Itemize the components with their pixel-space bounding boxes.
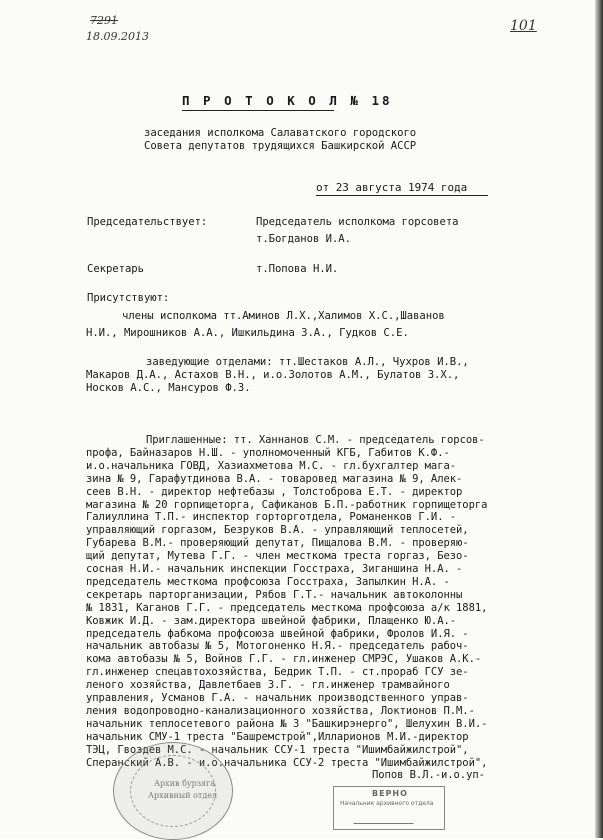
invited-line: гл.инженер спецавтохозяйства, Бедрик Т.П. - ст.прораб ГСУ зе-	[86, 666, 469, 678]
subtitle-line-1: заседания исполкома Салаватского городского	[144, 127, 417, 139]
invited-line: управления, Усманов Г.А. - начальник производственного управ-	[86, 692, 469, 704]
date-underline	[316, 195, 488, 196]
verno-subtitle: Начальник архивного отдела	[340, 800, 434, 807]
invited-line: леного хозяйства, Давлетбаев З.Г. - гл.инженер трамвайного	[86, 679, 450, 691]
verno-stamp	[333, 786, 445, 830]
invited-line: Сперанский А.В. - и.о.начальника ССУ-2 треста "Ишимбайжилстрой",	[86, 757, 488, 769]
chair-value-2: т.Богданов И.А.	[256, 233, 351, 245]
invited-line: управляющий горгазом, Безруков В.А. - управляющий теплосетей,	[86, 524, 469, 536]
present-label: Присутствуют:	[87, 292, 170, 304]
handwritten-date: 18.09.2013	[86, 30, 149, 43]
invited-line: Губарева В.М.- проверяющий депутат, Пищалова В.М. - проверяю-	[86, 537, 469, 549]
heads-line: Носков А.С., Мансуров Ф.З.	[86, 382, 251, 394]
present-line: члены исполкома тт.Аминов Л.Х.,Халимов Х.С.,Шаванов	[122, 310, 445, 322]
round-stamp-text-2: Архивный отдел	[148, 791, 218, 800]
invited-line: Ковжик И.Д. - зам.директора швейной фабрики, Плащенко Ю.А.-	[86, 615, 457, 627]
chair-value-1: Председатель исполкома горсовета	[256, 216, 459, 228]
invited-line: ления водопроводно-канализационного хозяйства, Локтионов П.М.-	[86, 705, 475, 717]
page-edge-shadow	[595, 0, 603, 838]
invited-line: кома автобазы № 5, Войнов Г.Г. - гл.инженер СМРЭС, Ушаков А.К.-	[86, 653, 482, 665]
invited-line: и.о.начальника ГОВД, Хазиахметова М.С. - гл.бухгалтер мага-	[86, 460, 457, 472]
invited-line: председатель месткома профсоюза Госстраха, Запылкин Н.А. -	[86, 576, 450, 588]
round-archive-stamp	[113, 742, 233, 840]
handwritten-page-number: 101	[510, 18, 537, 34]
heads-line: Макаров Д.А., Астахов В.Н., и.о.Золотов А.М., Булатов З.Х.,	[86, 369, 460, 381]
invited-line: зина № 9, Гарафутдинова В.А. - товаровед магазина № 9, Алек-	[86, 473, 463, 485]
invited-line: начальник автобазы № 5, Мотогоненко Н.Я.- председатель рабоч-	[86, 640, 469, 652]
invited-line: начальник теплосетевого района № 3 "Башкирэнерго", Шелухин В.И.-	[86, 718, 488, 730]
round-stamp-text-1: Архив бурзяга	[154, 779, 216, 788]
invited-line: председатель фабкома профсоюза швейной фабрики, Фролов И.Я. -	[86, 628, 469, 640]
chair-label: Председательствует:	[87, 216, 208, 228]
invited-line: щий депутат, Мутева Г.Г. - член месткома треста горгаз, Безо-	[86, 550, 469, 562]
invited-line: профа, Байназаров Н.Ш. - уполномоченный КГБ, Габитов К.Ф.-	[86, 447, 450, 459]
invited-line: Попов В.Л.-и.о.уп-	[372, 769, 485, 781]
subtitle-line-2: Совета депутатов трудящихся Башкирской АССР	[144, 140, 417, 152]
document-date: от 23 августа 1974 года	[316, 181, 468, 194]
verno-title: ВЕРНО	[372, 789, 408, 798]
invited-line: Приглашенные: тт. Ханнанов С.М. - председатель горсов-	[146, 434, 485, 446]
invited-line: сосная Н.И.- начальник инспекции Госстраха, Зиганшина Н.А. -	[86, 563, 463, 575]
invited-line: Галиуллина Т.П.- инспектор горторготдела, Романенков Г.И. -	[86, 511, 457, 523]
title-underline	[182, 110, 334, 111]
invited-line: магазина № 20 горпищеторга, Сафиканов Б.П.-работник горпищеторга	[86, 499, 488, 511]
heads-line: заведующие отделами: тт.Шестаков А.Л., Чухров И.В.,	[146, 356, 469, 368]
handwritten-archive-number: 7291	[90, 14, 118, 27]
invited-line: ТЭЦ, Гвоздев М.С. - начальник ССУ-1 треста "Ишимбайжилстрой",	[86, 744, 469, 756]
verno-signature	[353, 809, 418, 824]
document-title: П Р О Т О К О Л № 18	[182, 93, 393, 108]
invited-line: начальник СМУ-1 треста "Башремстрой",Илларионов М.И.-директор	[86, 731, 469, 743]
invited-line: сеев В.Н. - директор нефтебазы , Толстоброва Е.Т. - директор	[86, 486, 463, 498]
invited-line: секретарь парторганизации, Рябов Г.Т.- начальник автоколонны	[86, 589, 463, 601]
secretary-value: т.Попова Н.И.	[256, 263, 339, 275]
present-line: Н.И., Мирошников А.А., Ишкильдина З.А., Гудков С.Е.	[86, 327, 409, 339]
secretary-label: Секретарь	[87, 263, 144, 275]
invited-line: № 1831, Каганов Г.Г. - председатель месткома профсоюза а/к 1881,	[86, 602, 488, 614]
